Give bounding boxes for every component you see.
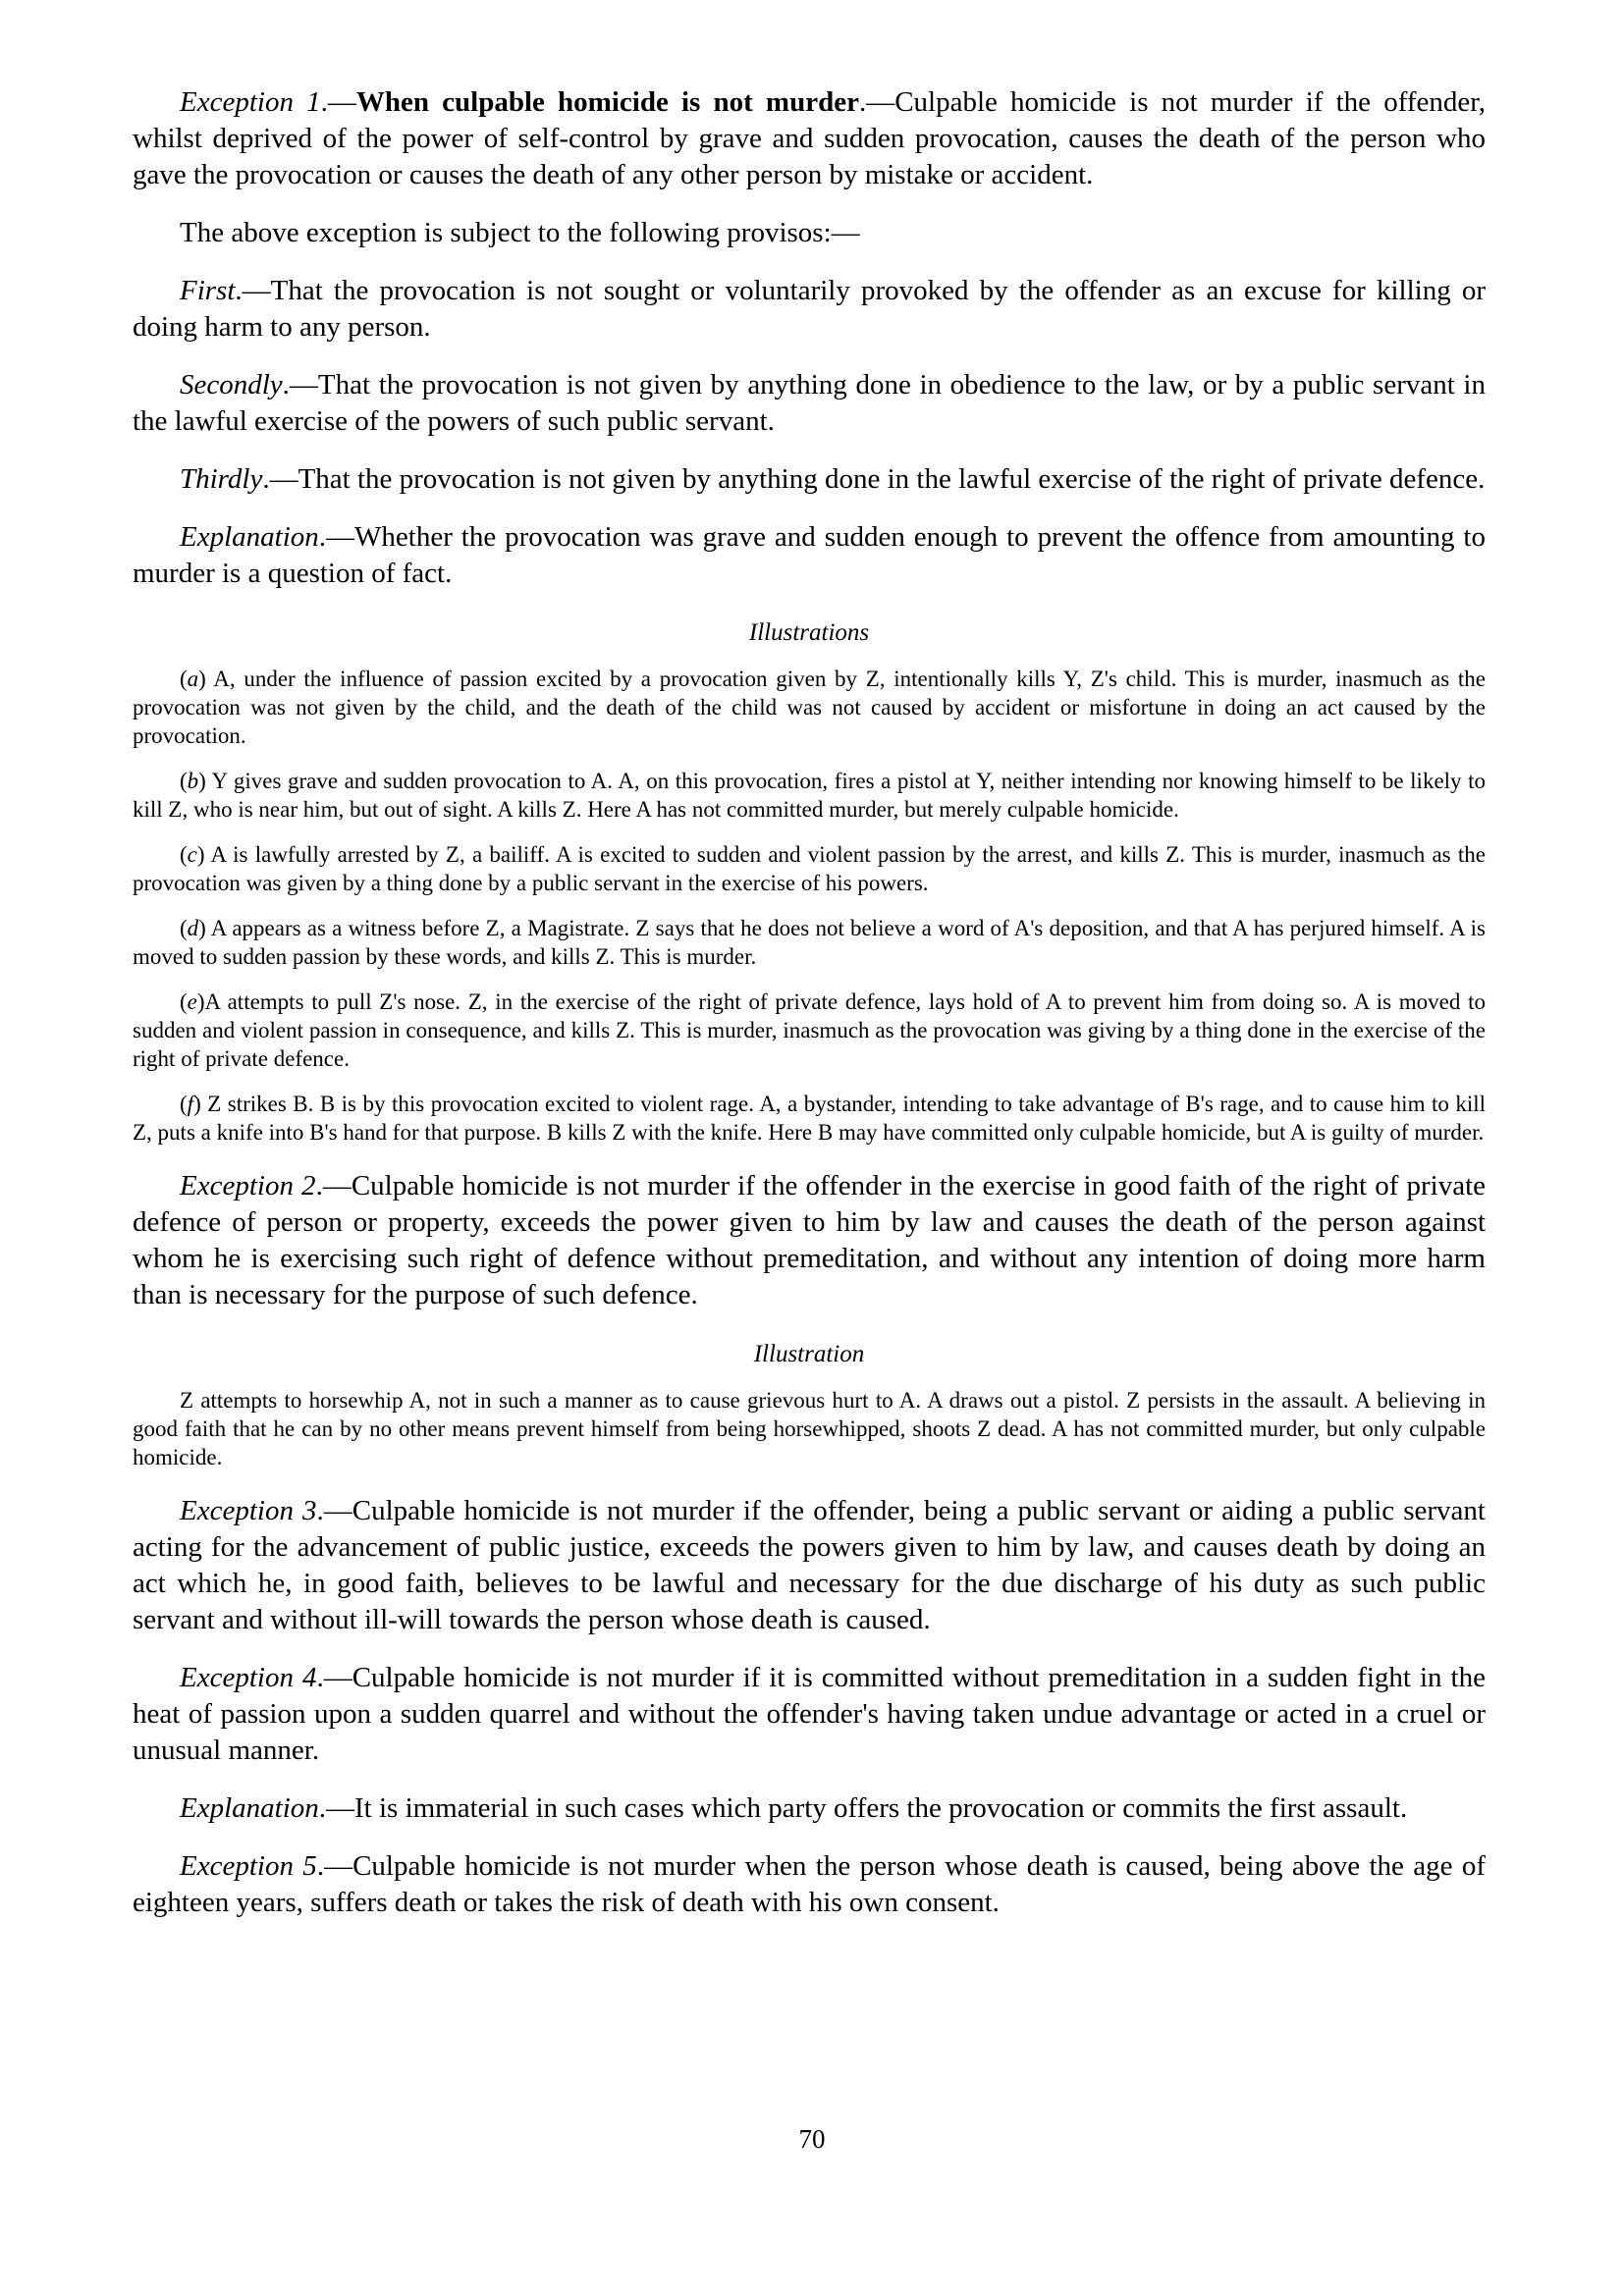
text-run: ) A appears as a witness before Z, a Magistrate. Z says that he does not believe a word of A's deposition, and that A has perjured himself. A is moved to sudden passion by these words, and kills Z. This is murder.: [133, 916, 1486, 969]
text-run: (: [180, 842, 188, 867]
text-run: Exception 4: [180, 1662, 317, 1693]
text-run: ) Z strikes B. B is by this provocation excited to violent rage. A, a bystander, intending to take advantage of B's rage, and to cause him to kill Z, puts a knife into B's hand for that purpose. B kills Z with the knife. Here B may have committed only culpable homicide, but A is guilty of murder.: [133, 1092, 1486, 1145]
text-run: (: [180, 769, 188, 793]
text-run: Secondly: [180, 369, 283, 400]
text-run: d: [187, 916, 199, 940]
text-run: f: [187, 1092, 194, 1116]
text-run: .—That the provocation is not given by anything done in obedience to the law, or by a public servant in the lawful exercise of the powers of such public servant.: [133, 369, 1486, 437]
exception-1-paragraph: [133, 84, 1486, 193]
illustration-f-paragraph: [133, 1090, 1486, 1147]
text-run: Explanation: [180, 521, 319, 553]
illustration-e-paragraph: [133, 988, 1486, 1073]
text-run: .—Culpable homicide is not murder if the offender, whilst deprived of the power of self-control by grave and sudden provocation, causes the death of the person who gave the provocation or causes the death of any other person by mistake or accident.: [133, 86, 1486, 190]
text-run: The above exception is subject to the following provisos:—: [180, 217, 860, 248]
provisos-intro-paragraph: [133, 215, 1486, 251]
exception-5-paragraph: [133, 1848, 1486, 1921]
text-run: (: [180, 916, 188, 940]
text-run: .—That the provocation is not given by anything done in the lawful exercise of the right of private defence.: [262, 463, 1486, 495]
text-run: .—Culpable homicide is not murder when the person whose death is caused, being above the age of eighteen years, suffers death or takes the risk of death with his own consent.: [133, 1850, 1486, 1918]
illustration-c-paragraph: [133, 840, 1486, 897]
text-run: (: [180, 1092, 188, 1116]
exception-2-paragraph: [133, 1168, 1486, 1313]
text-run: ) A is lawfully arrested by Z, a bailiff. A is excited to sudden and violent passion by the arrest, and kills Z. This is murder, inasmuch as the provocation was given by a thing done by a public servant in the exercise of his powers.: [133, 842, 1486, 895]
illustrations-heading: [133, 617, 1486, 648]
text-run: Exception 1: [180, 86, 321, 118]
explanation-exception-1-paragraph: [133, 519, 1486, 592]
exception-3-paragraph: [133, 1493, 1486, 1638]
text-run: ) Y gives grave and sudden provocation to A. A, on this provocation, fires a pistol at Y, neither intending nor knowing himself to be likely to kill Z, who is near him, but out of sight. A kills Z. Here A has not committed murder, but merely culpable homicide.: [133, 769, 1486, 822]
text-run: .—That the provocation is not sought or voluntarily provoked by the offender as an excuse for killing or doing harm to any person.: [133, 275, 1486, 343]
page-number: 70: [798, 2124, 826, 2154]
text-run: (: [180, 989, 188, 1014]
text-run: .—Culpable homicide is not murder if the offender in the exercise in good faith of the right of private defence of person or property, exceeds the power given to him by law and causes the death of the person against whom he is exercising such right of defence without premeditation, and without any intention of doing more harm than is necessary for the purpose of such defence.: [133, 1170, 1487, 1310]
proviso-first-paragraph: [133, 273, 1486, 346]
text-run: Exception 3: [180, 1495, 317, 1526]
text-run: .—Culpable homicide is not murder if the offender, being a public servant or aiding a public servant acting for the advancement of public justice, exceeds the powers given to him by law, and causes death by doing an act which he, in good faith, believes to be lawful and necessary for the due discharge of his duty as such public servant and without ill-will towards the person whose death is caused.: [133, 1495, 1486, 1635]
text-run: b: [187, 769, 199, 793]
illustration-d-paragraph: [133, 914, 1486, 971]
text-run: .—Whether the provocation was grave and sudden enough to prevent the offence from amounting to murder is a question of fact.: [133, 521, 1486, 589]
illustration-a-paragraph: [133, 665, 1486, 750]
text-run: Thirdly: [180, 463, 263, 495]
text-run: c: [187, 842, 197, 867]
illustration-b-paragraph: [133, 767, 1486, 824]
proviso-secondly-paragraph: [133, 367, 1486, 440]
text-run: .—It is immaterial in such cases which party offers the provocation or commits the first assault.: [318, 1792, 1408, 1824]
text-run: When culpable homicide is not murder: [355, 86, 859, 118]
exception-4-paragraph: [133, 1660, 1486, 1769]
text-run: Explanation: [180, 1792, 319, 1824]
document-body: [133, 84, 1486, 1921]
text-run: (: [180, 667, 188, 691]
illustration-exception-2-paragraph: [133, 1386, 1486, 1471]
text-run: First: [180, 275, 236, 306]
text-run: Illustrations: [748, 619, 870, 646]
text-run: )A attempts to pull Z's nose. Z, in the exercise of the right of private defence, lays hold of A to prevent him from doing so. A is moved to sudden and violent passion in consequence, and kills Z. This is murder, inasmuch as the provocation was giving by a thing done in the exercise of the right of private defence.: [133, 989, 1486, 1071]
page-footer: [0, 2122, 1624, 2156]
text-run: ) A, under the influence of passion excited by a provocation given by Z, intentionally kills Y, Z's child. This is murder, inasmuch as the provocation was not given by the child, and the death of the child was not caused by accident or misfortune in doing an act caused by the provocation.: [133, 667, 1486, 748]
text-run: .—: [320, 86, 356, 118]
text-run: e: [187, 989, 197, 1014]
text-run: Illustration: [753, 1341, 865, 1367]
text-run: a: [187, 667, 199, 691]
proviso-thirdly-paragraph: [133, 461, 1486, 498]
text-run: Z attempts to horsewhip A, not in such a manner as to cause grievous hurt to A. A draws out a pistol. Z persists in the assault. A believing in good faith that he can by no other means prevent himself from being horsewhipped, shoots Z dead. A has not committed murder, but only culpable homicide.: [133, 1388, 1486, 1469]
text-run: Exception 5: [180, 1850, 317, 1882]
explanation-exception-4-paragraph: [133, 1790, 1486, 1827]
text-run: Exception 2: [180, 1170, 316, 1201]
illustration-heading: [133, 1339, 1486, 1369]
text-run: .—Culpable homicide is not murder if it is committed without premeditation in a sudden fight in the heat of passion upon a sudden quarrel and without the offender's having taken undue advantage or acted in a cruel or unusual manner.: [133, 1662, 1486, 1766]
